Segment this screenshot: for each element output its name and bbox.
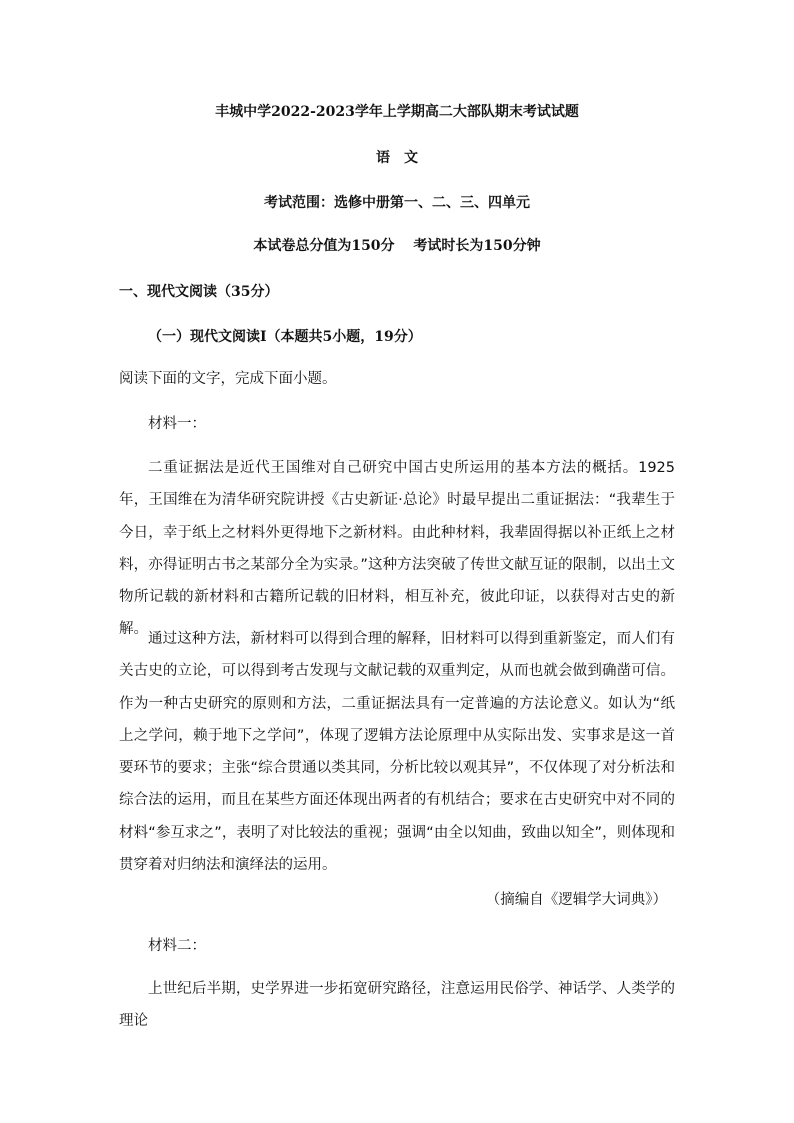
section-title: 一、现代文阅读（35分） <box>119 284 279 300</box>
subject-title: 语 文 <box>376 150 418 166</box>
material-two-paragraph: 上世纪后半期，史学界进一步拓宽研究路径，注意运用民俗学、神话学、人类学的理论 <box>119 981 675 1030</box>
material-one-label: 材料一： <box>148 416 206 432</box>
material-one-paragraph: 通过这种方法，新材料可以得到合理的解释，旧材料可以得到重新鉴定，而人们有关古史的立论，可以得到考古发现与文献记载的双重判定，从而也就会做到确凿可信。作为一种古史研究的原则和方法，二重证据法具有一定普遍的方法论意义。如认为“纸上之学问，赖于地下之学问”，体现了逻辑方法论原理中从实际出发、实事求是这一首要环节的要求；主张“综合贯通以类其同，分析比较以观其异”，不仅体现了对分析法和综合法的运用，而且在某些方面还体现出两者的有机结合；要求在古史研究中对不同的材料“参互求之”，表明了对比较法的重视；强调“由全以知曲，致曲以知全”，则体现和贯穿着对归纳法和演绎法的运用。 <box>119 631 675 874</box>
reading-instruction: 阅读下面的文字，完成下面小题。 <box>119 371 337 387</box>
subsection-title: （一）现代文阅读Ⅰ（本题共5小题，19分） <box>148 329 422 345</box>
material-two-label: 材料二： <box>148 938 206 954</box>
score-and-time: 本试卷总分值为150分 考试时长为150分钟 <box>253 238 541 254</box>
exam-scope: 考试范围：选修中册第一、二、三、四单元 <box>264 195 530 211</box>
material-one-paragraph: 二重证据法是近代王国维对自己研究中国古史所运用的基本方法的概括。1925年，王国维在为清华研究院讲授《古史新证·总论》时最早提出二重证据法：“我辈生于今日，幸于纸上之材料外更得地下之新材料。由此种材料，我辈固得据以补正纸上之材料，亦得证明古书之某部分全为实录。”这种方法突破了传世文献互证的限制，以出土文物所记载的新材料和古籍所记载的旧材料，相互补充，彼此印证，以获得对古史的新解。 <box>119 460 675 638</box>
exam-title: 丰城中学2022-2023学年上学期高二大部队期末考试试题 <box>215 104 579 120</box>
source-citation: （摘编自《逻辑学大词典》） <box>485 892 667 908</box>
